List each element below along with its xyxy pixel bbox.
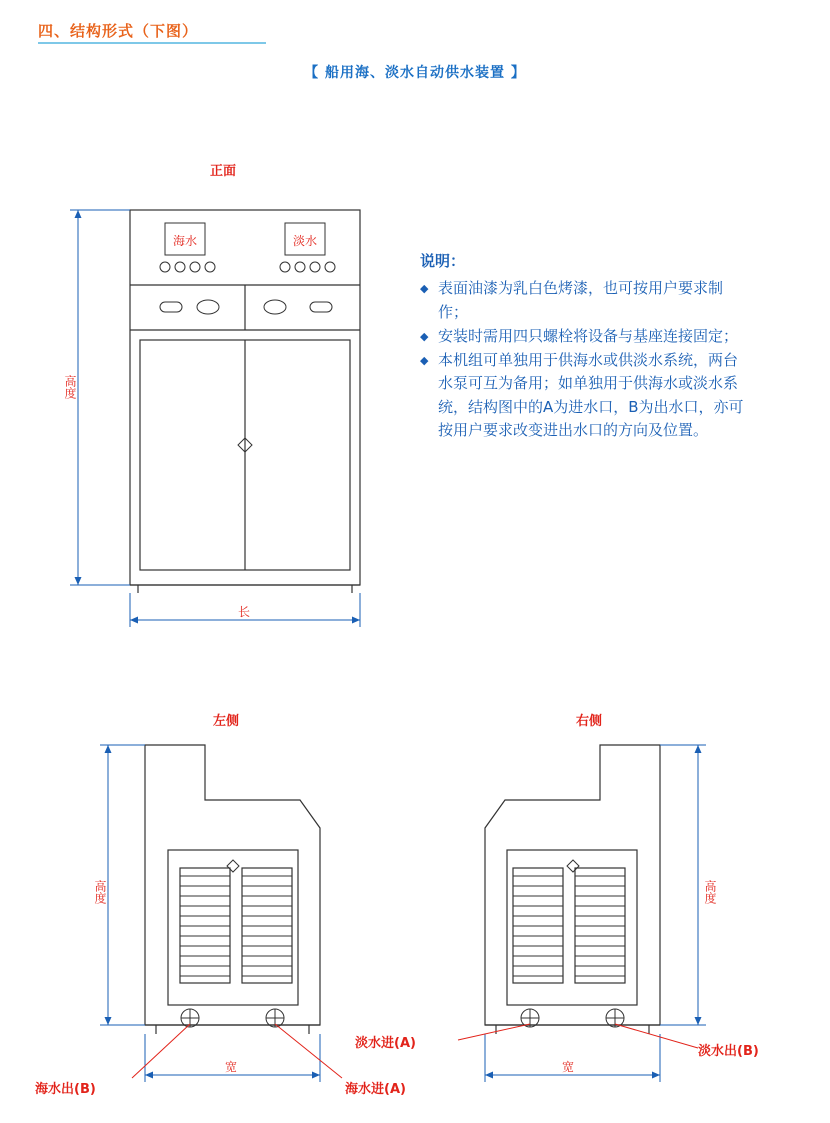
note-text: 本机组可单独用于供海水或供淡水系统，两台水泵可互为备用；如单独用于供海水或淡水系统，结构图中的A为进水口，B为出水口，亦可按用户要求改变进出水口的方向及位置。 [438, 351, 744, 439]
left-view-drawing [35, 700, 406, 1110]
list-item [420, 325, 750, 348]
diamond-bullet-icon: ◆ [420, 329, 429, 343]
list-item [420, 349, 750, 442]
front-view-caption: 正面 [210, 164, 237, 179]
list-item [420, 277, 750, 324]
notes-list [420, 277, 750, 442]
callout-seawater-in: 海水进(A) [345, 1082, 406, 1097]
note-text: 表面油漆为乳白色烤漆，也可按用户要求制作； [438, 279, 724, 321]
diamond-bullet-icon: ◆ [420, 354, 429, 367]
right-view-caption: 右侧 [576, 714, 603, 729]
page-title: 四、结构形式（下图） [38, 22, 199, 40]
notes-panel [420, 250, 750, 443]
svg-text:海水: 海水 [172, 234, 198, 248]
notes-title: 说明： [420, 252, 466, 270]
left-width-dimension-label: 宽 [225, 1060, 238, 1074]
callout-freshwater-in: 淡水进(A) [355, 1036, 416, 1051]
front-width-dimension-label: 长 [238, 605, 251, 619]
left-height-dimension-label: 高度 [93, 880, 107, 904]
callout-freshwater-out: 淡水出(B) [698, 1044, 759, 1059]
note-text: 安装时需用四只螺栓将设备与基座连接固定； [438, 326, 739, 345]
diamond-bullet-icon: ◆ [420, 282, 429, 296]
document-subtitle: 【 船用海、淡水自动供水装置 】 [304, 65, 526, 81]
front-height-dimension-label: 高度 [63, 375, 77, 399]
title-underline [38, 42, 266, 44]
callout-seawater-out: 海水出(B) [35, 1082, 96, 1097]
svg-text:淡水: 淡水 [292, 234, 318, 248]
left-view-caption: 左侧 [213, 714, 240, 729]
front-view-drawing [60, 195, 390, 645]
right-height-dimension-label: 高度 [703, 880, 717, 904]
right-width-dimension-label: 宽 [562, 1060, 575, 1074]
